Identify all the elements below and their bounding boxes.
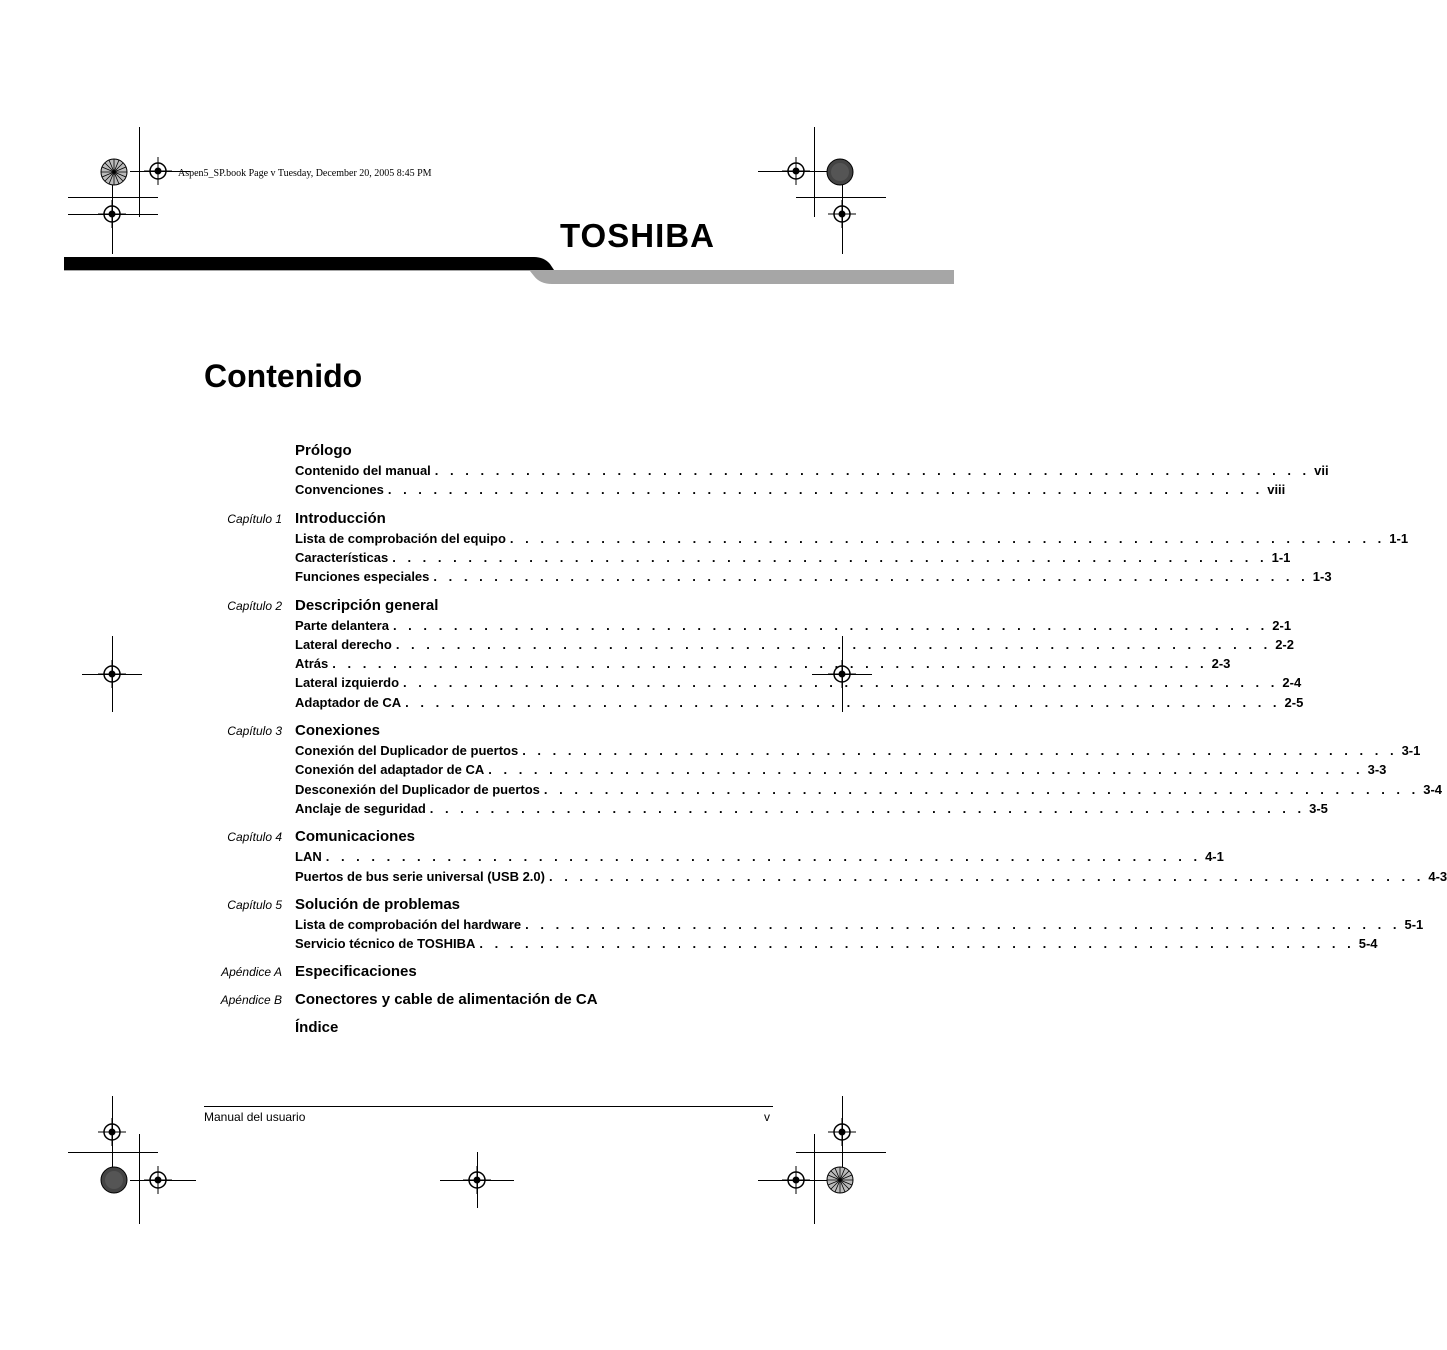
toc-entry[interactable] — [295, 568, 1332, 585]
registration-target-icon — [98, 200, 126, 228]
section-label: Capítulo 5 — [227, 897, 282, 912]
toc-entry-page: 5-1 — [1404, 916, 1424, 932]
toc-entry-title: Contenido del manual — [295, 463, 431, 478]
crop-mark — [796, 197, 886, 198]
toc-entry[interactable] — [295, 694, 1304, 711]
toc-entry-page: 4-1 — [1205, 849, 1224, 865]
dot-leader: . . . . . . . . . . . . . . . . . . . . . . . . . . . . . . . . . . . . . . . . . . . . . . . . . . . . . . . . . . — [434, 463, 1311, 478]
registration-target-icon — [144, 157, 172, 185]
toshiba-logo: TOSHIBA — [560, 217, 715, 254]
toc-entry-page: 5-4 — [1358, 936, 1378, 952]
crop-mark — [139, 1134, 140, 1224]
registration-target-icon — [782, 1166, 810, 1194]
toc-entry-title: Conexión del Duplicador de puertos — [295, 743, 519, 758]
toc-entry-page: 1-1 — [1271, 549, 1291, 565]
crop-mark — [68, 1152, 158, 1153]
toc-entry-title: Atrás — [295, 656, 329, 672]
dot-leader: . . . . . . . . . . . . . . . . . . . . . . . . . . . . . . . . . . . . . . . . . . . . . . . . . . . . . . . . . . — [395, 636, 1272, 652]
toc-entry-title: Anclaje de seguridad — [295, 800, 426, 816]
registration-target-icon — [463, 1166, 491, 1194]
toc-entry-page: vii — [1314, 463, 1329, 478]
section-title[interactable]: Descripción general — [295, 596, 439, 614]
footer-manual-name: Manual del usuario — [204, 1110, 306, 1124]
dot-leader: . . . . . . . . . . . . . . . . . . . . . . . . . . . . . . . . . . . . . . . . . . . . . . . . . . . . . . . . . . — [392, 617, 1269, 633]
header-band — [64, 256, 954, 286]
registration-rosette-icon — [826, 1166, 854, 1194]
registration-rosette-icon — [826, 158, 854, 186]
toc-entry[interactable] — [295, 636, 1294, 653]
toc-entry-title: Lista de comprobación del hardware — [295, 916, 522, 932]
toc-entry-title: Puertos de bus serie universal (USB 2.0) — [295, 868, 545, 884]
toc-entry[interactable] — [295, 935, 1378, 952]
section-label: Capítulo 1 — [227, 511, 282, 526]
toc-entry-page: 2-1 — [1272, 617, 1292, 633]
toc-entry-page: 2-4 — [1282, 675, 1302, 691]
section-label: Capítulo 4 — [227, 830, 282, 845]
dot-leader: . . . . . . . . . . . . . . . . . . . . . . . . . . . . . . . . . . . . . . . . . . . . . . . . . . . . . . . . . . — [522, 743, 1398, 758]
print-slug: Aspen5_SP.book Page v Tuesday, December 20, 2005 8:45 PM — [178, 168, 432, 179]
toc-entry-page: 2-2 — [1275, 636, 1294, 652]
dot-leader: . . . . . . . . . . . . . . . . . . . . . . . . . . . . . . . . . . . . . . . . . . . . . . . . . . . . . . . . . . — [429, 800, 1306, 816]
section-title[interactable]: Conectores y cable de alimentación de CA — [295, 991, 598, 1009]
dot-leader: . . . . . . . . . . . . . . . . . . . . . . . . . . . . . . . . . . . . . . . . . . . . . . . . . . . . . . . . . . — [509, 530, 1386, 546]
toc-entry[interactable] — [295, 800, 1328, 817]
toc-entry-page: 3-5 — [1309, 800, 1328, 816]
toc-entry[interactable] — [295, 781, 1443, 798]
toc-entry-page: 3-3 — [1367, 762, 1387, 778]
toc-entry-title: Parte delantera — [295, 617, 389, 633]
dot-leader: . . . . . . . . . . . . . . . . . . . . . . . . . . . . . . . . . . . . . . . . . . . . . . . . . . . . . . . . . . — [325, 849, 1202, 865]
registration-target-icon — [98, 1118, 126, 1146]
crop-mark — [139, 127, 140, 217]
toc-entry-page: 1-3 — [1312, 569, 1332, 585]
crop-mark — [814, 127, 815, 217]
toc-entry[interactable] — [295, 848, 1224, 865]
registration-target-icon — [782, 157, 810, 185]
dot-leader: . . . . . . . . . . . . . . . . . . . . . . . . . . . . . . . . . . . . . . . . . . . . . . . . . . . . . . . . . . — [403, 675, 1279, 691]
toc-entry-title: Lateral derecho — [295, 636, 392, 652]
toc-entry-title: Lateral izquierdo — [295, 675, 400, 691]
footer-page-number: v — [764, 1110, 770, 1124]
toc-entry-title: Convenciones — [295, 482, 384, 498]
section-title[interactable]: Introducción — [295, 509, 386, 527]
dot-leader: . . . . . . . . . . . . . . . . . . . . . . . . . . . . . . . . . . . . . . . . . . . . . . . . . . . . . . . . . . — [433, 569, 1309, 585]
toc-entry-title: Desconexión del Duplicador de puertos — [295, 781, 540, 797]
section-title[interactable]: Índice — [295, 1019, 339, 1037]
toc-entry[interactable] — [295, 655, 1231, 672]
toc-entry[interactable] — [295, 674, 1302, 691]
section-title[interactable]: Prólogo — [295, 442, 352, 459]
toc-entry[interactable] — [295, 617, 1292, 634]
toc-entry-title: Características — [295, 549, 389, 565]
crop-mark — [68, 197, 158, 198]
dot-leader: . . . . . . . . . . . . . . . . . . . . . . . . . . . . . . . . . . . . . . . . . . . . . . . . . . . . . . . . . . — [405, 694, 1281, 710]
dot-leader: . . . . . . . . . . . . . . . . . . . . . . . . . . . . . . . . . . . . . . . . . . . . . . . . . . . . . . . . . . — [488, 762, 1364, 778]
dot-leader: . . . . . . . . . . . . . . . . . . . . . . . . . . . . . . . . . . . . . . . . . . . . . . . . . . . . . . . . . . — [525, 916, 1401, 932]
toc-entry-title: Servicio técnico de TOSHIBA — [295, 936, 476, 952]
toc-entry-page: 2-3 — [1211, 656, 1231, 672]
crop-mark — [796, 1152, 886, 1153]
toc-entry-page: 3-1 — [1401, 743, 1421, 758]
section-label: Apéndice A — [221, 965, 282, 980]
toc-entry-title: Funciones especiales — [295, 569, 430, 585]
toc-entry-page: 1-1 — [1389, 530, 1409, 546]
toc-entry-title: Lista de comprobación del equipo — [295, 530, 506, 546]
toc-entry[interactable] — [295, 462, 1329, 479]
section-label: Capítulo 2 — [227, 598, 282, 613]
dot-leader: . . . . . . . . . . . . . . . . . . . . . . . . . . . . . . . . . . . . . . . . . . . . . . . . . . . . . . . . . . — [543, 781, 1420, 797]
toc-entry[interactable] — [295, 530, 1409, 547]
toc-entry-page: 2-5 — [1284, 694, 1304, 710]
toc-entry-page: viii — [1267, 482, 1286, 498]
registration-target-icon — [144, 1166, 172, 1194]
registration-target-icon — [828, 200, 856, 228]
dot-leader: . . . . . . . . . . . . . . . . . . . . . . . . . . . . . . . . . . . . . . . . . . . . . . . . . . . . . . . . . . — [387, 482, 1264, 498]
section-label: Apéndice B — [220, 993, 282, 1008]
toc-entry[interactable] — [295, 742, 1421, 759]
toc-entry[interactable] — [295, 761, 1387, 778]
section-title[interactable]: Comunicaciones — [295, 828, 416, 846]
registration-rosette-icon — [100, 1166, 128, 1194]
toc-entry[interactable] — [295, 916, 1424, 933]
footer-rule — [204, 1106, 773, 1107]
section-title[interactable]: Especificaciones — [295, 963, 417, 981]
toc-entry-page: 4-3 — [1428, 868, 1447, 884]
registration-target-icon — [98, 660, 126, 688]
section-title[interactable]: Solución de problemas — [295, 895, 461, 913]
dot-leader: . . . . . . . . . . . . . . . . . . . . . . . . . . . . . . . . . . . . . . . . . . . . . . . . . . . . . . . . . . — [548, 868, 1425, 884]
toc-entry-title: LAN — [295, 849, 322, 865]
toc-entry[interactable] — [295, 868, 1447, 885]
toc-entry[interactable] — [295, 481, 1286, 498]
registration-target-icon — [828, 1118, 856, 1146]
toc-entry-title: Conexión del adaptador de CA — [295, 762, 485, 778]
section-title[interactable]: Conexiones — [295, 722, 381, 739]
dot-leader: . . . . . . . . . . . . . . . . . . . . . . . . . . . . . . . . . . . . . . . . . . . . . . . . . . . . . . . . . . — [479, 936, 1355, 952]
dot-leader: . . . . . . . . . . . . . . . . . . . . . . . . . . . . . . . . . . . . . . . . . . . . . . . . . . . . . . . . . . — [332, 656, 1208, 672]
dot-leader: . . . . . . . . . . . . . . . . . . . . . . . . . . . . . . . . . . . . . . . . . . . . . . . . . . . . . . . . . . — [392, 549, 1268, 565]
registration-rosette-icon — [100, 158, 128, 186]
toc-entry-page: 3-4 — [1423, 781, 1443, 797]
section-label: Capítulo 3 — [227, 724, 282, 738]
toc-entry-title: Adaptador de CA — [295, 694, 402, 710]
toc-entry[interactable] — [295, 549, 1291, 566]
page-title: Contenido — [204, 358, 363, 394]
crop-mark — [814, 1134, 815, 1224]
